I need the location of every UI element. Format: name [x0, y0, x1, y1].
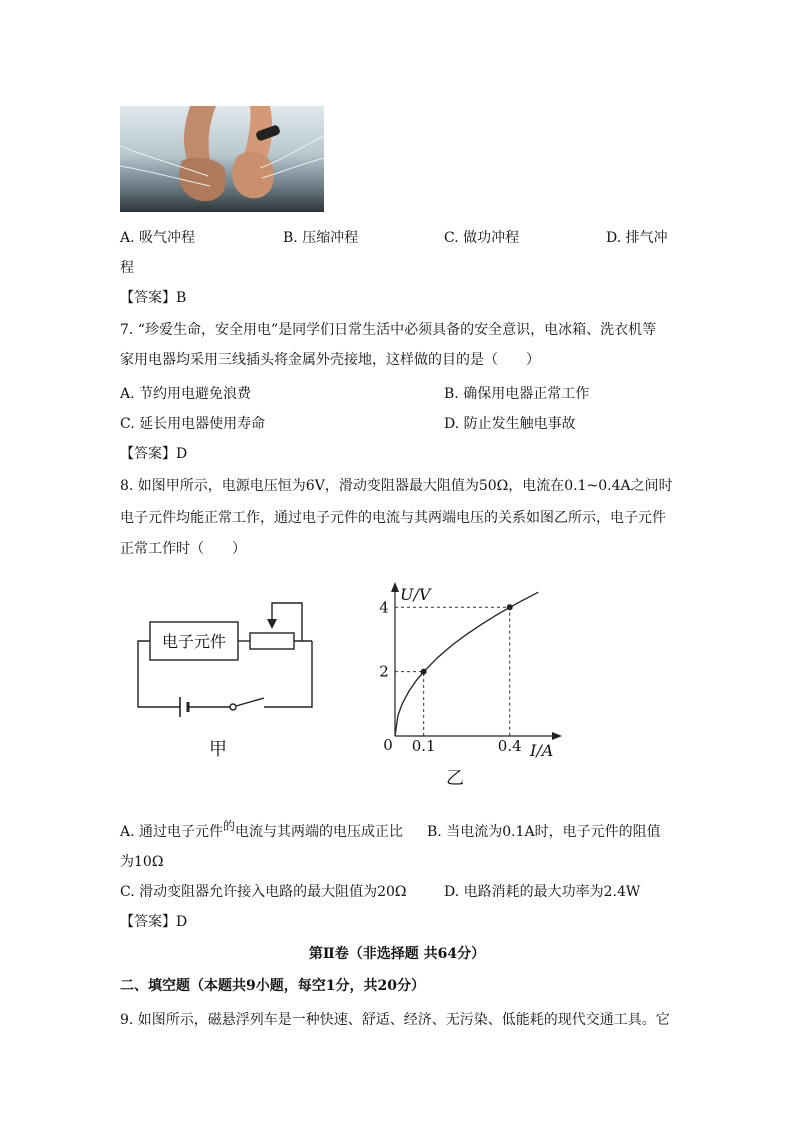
q8-stem-line2: 电子元件均能正常工作，通过电子元件的电流与其两端电压的关系如图乙所示，电子元件	[120, 510, 666, 526]
q6-option-a: A. 吸气冲程	[120, 230, 196, 246]
rheostat-slider-wire	[272, 603, 302, 641]
guide-line-2	[395, 607, 510, 736]
ui-curve	[395, 592, 538, 736]
q6-option-b: B. 压缩冲程	[283, 230, 359, 246]
q8-answer: 【答案】D	[120, 914, 188, 930]
guide-line-1	[395, 672, 424, 736]
switch-lever	[236, 698, 264, 706]
hands-pulling-photo	[120, 106, 324, 212]
y-axis-label: U/V	[400, 585, 431, 604]
x-tick-label: 0.4	[497, 737, 522, 755]
q7-option-c: C. 延长用电器使用寿命	[120, 416, 266, 432]
data-point-1	[421, 669, 427, 675]
figure-caption-yi: 乙	[446, 768, 464, 789]
q9-stem-line1: 9. 如图所示，磁悬浮列车是一种快速、舒适、经济、无污染、低能耗的现代交通工具。它	[120, 1012, 670, 1028]
y-axis-arrow	[391, 582, 399, 592]
circuit-diagram-jia	[130, 595, 330, 775]
y-tick-label: 4	[379, 598, 389, 617]
q6-option-c: C. 做功冲程	[444, 230, 520, 246]
q8-option-a-part2: 电流与其两端的电压成正比	[235, 824, 404, 840]
x-axis-label: I/A	[530, 741, 554, 760]
slider-arrow	[267, 619, 277, 629]
q8-stem-line3: 正常工作时（ ）	[120, 541, 246, 557]
x-tick-label: 0.1	[411, 737, 436, 755]
q8-option-a-de: 的	[223, 819, 236, 833]
q8-option-a	[120, 819, 404, 842]
ui-graph-yi	[360, 578, 570, 793]
origin-label: 0	[383, 736, 393, 754]
q7-answer: 【答案】D	[120, 446, 188, 462]
q8-option-b-wrap: 为10Ω	[120, 854, 164, 870]
q8-option-a-part1: A. 通过电子元件	[120, 824, 224, 840]
component-label: 电子元件	[161, 632, 227, 651]
x-axis-arrow	[552, 732, 562, 740]
question6-photo	[120, 106, 324, 212]
section2-heading: 二、填空题（本题共9小题，每空1分，共20分）	[120, 978, 425, 994]
q7-stem-line2: 家用电器均采用三线插头将金属外壳接地，这样做的目的是（ ）	[120, 352, 540, 368]
wire-switch-right	[264, 641, 312, 707]
q8-option-b: B. 当电流为0.1A时，电子元件的阻值	[427, 824, 661, 840]
data-point-2	[507, 604, 513, 610]
figure-caption-jia: 甲	[209, 739, 227, 760]
q7-option-b: B. 确保用电器正常工作	[444, 386, 590, 402]
q7-option-d: D. 防止发生触电事故	[444, 416, 576, 432]
q8-stem-line1: 8. 如图甲所示，电源电压恒为6V，滑动变阻器最大阻值为50Ω，电流在0.1~0.4A之间时	[120, 478, 673, 494]
q8-option-c: C. 滑动变阻器允许接入电路的最大阻值为20Ω	[120, 884, 407, 900]
q6-option-d: D. 排气冲	[606, 230, 668, 246]
left-fist	[179, 157, 226, 201]
right-fist	[232, 152, 274, 198]
q6-option-d-wrap: 程	[120, 260, 134, 276]
y-tick-label: 2	[379, 662, 389, 681]
q7-option-a: A. 节约用电避免浪费	[120, 386, 252, 402]
q6-answer: 【答案】B	[120, 290, 187, 306]
section2-title: 第Ⅱ卷（非选择题 共64分）	[308, 946, 486, 962]
q7-stem-line1: 7. “珍爱生命，安全用电”是同学们日常生活中必须具备的安全意识，电冰箱、洗衣机等	[120, 322, 657, 338]
switch-pivot	[230, 704, 236, 710]
q8-option-d: D. 电路消耗的最大功率为2.4W	[444, 884, 641, 900]
rheostat-body	[250, 633, 294, 649]
